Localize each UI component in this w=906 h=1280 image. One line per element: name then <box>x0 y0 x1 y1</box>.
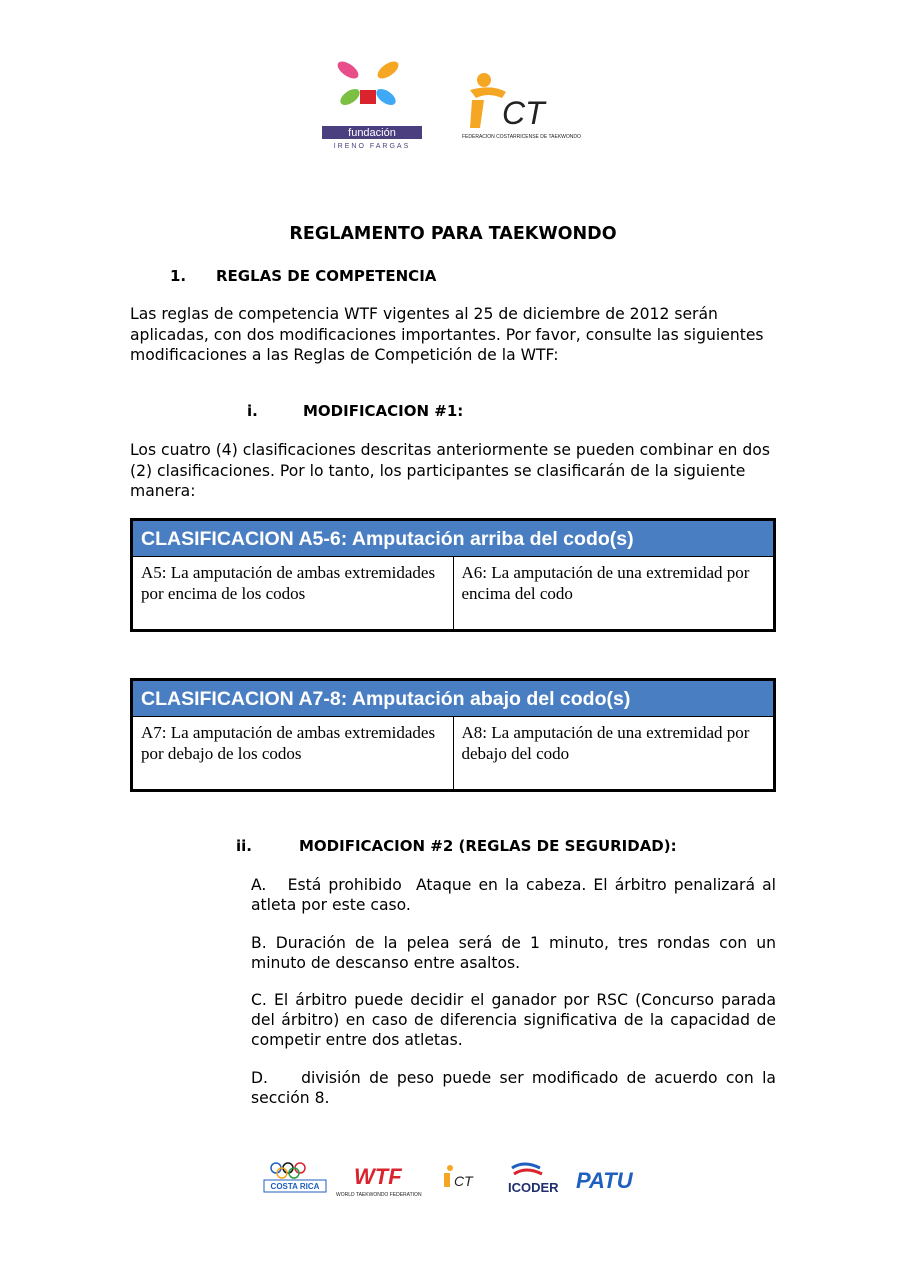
modification-heading: MODIFICACION #2 (REGLAS DE SEGURIDAD): <box>299 837 677 855</box>
table-header: CLASIFICACION A7-8: Amputación abajo del codo(s) <box>132 680 775 717</box>
list-item: A. Está prohibido Ataque en la cabeza. El árbitro penalizará al atleta por este caso. <box>251 876 781 914</box>
section-number: 1. <box>170 267 187 285</box>
classification-table-a7-8 <box>130 678 776 792</box>
list-item: C. El árbitro puede decidir el ganador por RSC (Concurso parada del árbitro) en caso de diferencia significativa de la capacidad de competir entre dos atletas. <box>251 991 776 1049</box>
icoder-logo <box>508 1164 559 1195</box>
svg-text:WORLD TAEKWONDO FEDERATION: WORLD TAEKWONDO FEDERATION <box>336 1192 422 1198</box>
modification-number: ii. <box>236 837 252 855</box>
modification-number: i. <box>247 402 258 420</box>
svg-text:CT: CT <box>454 1173 473 1189</box>
logo-fundacion-text: fundación <box>348 127 396 139</box>
svg-text:ICODER: ICODER <box>508 1180 559 1195</box>
table-cell-a8: A8: La amputación de una extremidad por debajo del codo <box>453 717 775 791</box>
wtf-logo <box>336 1164 422 1198</box>
fundacion-ireno-fargas-logo <box>318 52 428 152</box>
svg-text:CT: CT <box>502 95 545 131</box>
paragraph-intro: Las reglas de competencia WTF vigentes al 25 de diciembre de 2012 serán aplicadas, con dos modificaciones importantes. Por favor, consulte las siguientes modificaciones a las Reglas de Competición de la WTF: <box>130 305 764 364</box>
fct-logo <box>462 72 592 142</box>
list-item: D. división de peso puede ser modificado de acuerdo con la sección 8. <box>251 1069 781 1107</box>
svg-text:PATU: PATU <box>576 1168 633 1193</box>
modification-heading: MODIFICACION #1: <box>303 402 464 420</box>
table-cell-a6: A6: La amputación de una extremidad por encima del codo <box>453 557 775 631</box>
svg-text:IRENO FARGAS: IRENO FARGAS <box>333 143 411 150</box>
list-item: B. Duración de la pelea será de 1 minuto, tres rondas con un minuto de descanso entre asaltos. <box>251 934 776 972</box>
costa-rica-olympic-logo <box>264 1163 326 1192</box>
classification-table-a5-6 <box>130 518 776 632</box>
table-cell-a5: A5: La amputación de ambas extremidades por encima de los codos <box>132 557 454 631</box>
table-cell-a7: A7: La amputación de ambas extremidades por debajo de los codos <box>132 717 454 791</box>
fct-small-logo <box>444 1165 474 1189</box>
svg-text:COSTA RICA: COSTA RICA <box>270 1182 320 1191</box>
paragraph-classifications: Los cuatro (4) clasificaciones descritas anteriormente se pueden combinar en dos (2) clasificaciones. Por lo tanto, los participantes se clasificarán de la siguiente manera: <box>130 441 770 500</box>
svg-text:WTF: WTF <box>354 1164 402 1189</box>
svg-text:FEDERACION COSTARRICENSE DE TA: FEDERACION COSTARRICENSE DE TAEKWONDO <box>462 134 581 140</box>
table-header: CLASIFICACION A5-6: Amputación arriba del codo(s) <box>132 520 775 557</box>
section-heading: REGLAS DE COMPETENCIA <box>216 267 437 285</box>
sponsor-logos-footer <box>262 1158 642 1206</box>
document-title: REGLAMENTO PARA TAEKWONDO <box>289 224 617 244</box>
patu-logo <box>576 1168 634 1193</box>
